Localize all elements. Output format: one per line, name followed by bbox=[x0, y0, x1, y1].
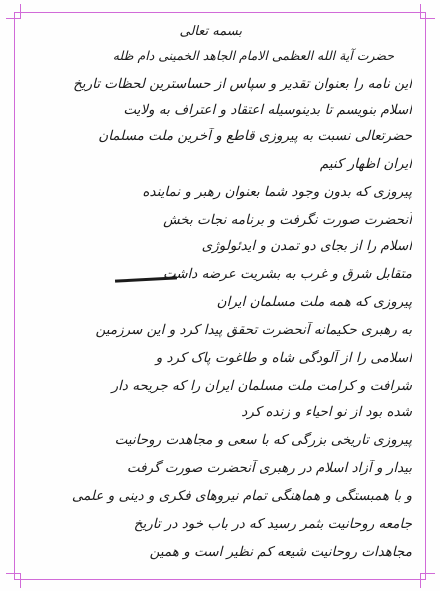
body-line: شرافت و کرامت ملت مسلمان ایران را که جریحه دار bbox=[111, 378, 412, 394]
body-line: پیروزی تاریخی بزرگی که با سعی و مجاهدت روحانیت bbox=[114, 432, 412, 448]
frame-bottom-border bbox=[14, 579, 426, 580]
body-line: اسلام بنویسم تا بدینوسیله اعتقاد و اعتراف به ولایت bbox=[123, 102, 412, 118]
corner-mark-bottom-left bbox=[6, 573, 21, 588]
body-line: اسلام را از بجای دو تمدن و ایدئولوژی bbox=[201, 238, 412, 254]
frame-left-border bbox=[14, 12, 15, 580]
body-line: آنحضرت صورت نگرفت و برنامه نجات بخش bbox=[163, 212, 412, 228]
greeting-line: حضرت آیة الله العظمی الامام الجاهد الخمینی دام ظله bbox=[112, 48, 394, 63]
corner-mark-top-left bbox=[6, 4, 21, 19]
body-line: حضرتعالی نسبت به پیروزی قاطع و آخرین ملت مسلمان bbox=[98, 128, 412, 144]
body-line: بیدار و آزاد اسلام در رهبری آنحضرت صورت گرفت bbox=[126, 460, 412, 476]
body-line: اسلامی را از آلودگی شاه و طاغوت پاک کرد و bbox=[155, 350, 412, 366]
body-line: مجاهدات روحانیت شیعه کم نظیر است و همین bbox=[149, 544, 412, 560]
basmala-heading: بسمه تعالی bbox=[179, 24, 242, 39]
body-line: به رهبری حکیمانه آنحضرت تحقق پیدا کرد و این سرزمین bbox=[95, 322, 412, 338]
body-line: و با همبستگی و هماهنگی تمام نیروهای فکری و دینی و علمی bbox=[71, 488, 412, 504]
frame-right-border bbox=[425, 12, 426, 580]
body-line: پیروزی که همه ملت مسلمان ایران bbox=[216, 294, 412, 310]
body-line: این نامه را بعنوان تقدیر و سپاس از حساسترین لحظات تاریخ bbox=[73, 76, 412, 92]
body-line: متقابل شرق و غرب به بشریت عرضه داشت bbox=[162, 266, 412, 282]
body-line: جامعه روحانیت بثمر رسید که در باب خود در تاریخ bbox=[133, 516, 412, 532]
frame-top-border bbox=[14, 12, 426, 13]
body-line: پیروزی که بدون وجود شما بعنوان رهبر و نماینده bbox=[142, 184, 412, 200]
body-line: شده بود از نو احیاء و زنده کرد bbox=[241, 404, 412, 420]
corner-mark-bottom-right bbox=[420, 573, 435, 588]
handwritten-letter bbox=[30, 22, 412, 570]
corner-mark-top-right bbox=[420, 4, 435, 19]
body-line: ایران اظهار کنیم bbox=[319, 156, 412, 172]
